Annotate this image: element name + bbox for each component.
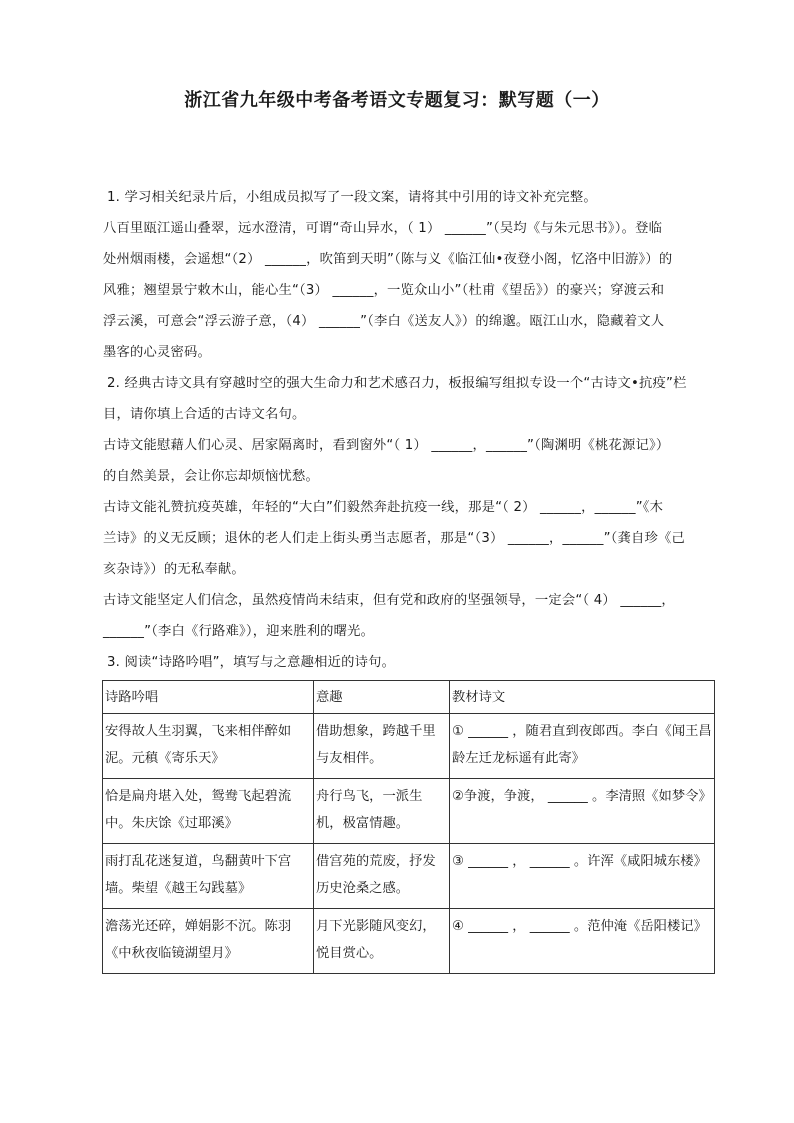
table-header-cell: 意趣 <box>314 681 450 714</box>
document-body <box>103 182 715 678</box>
table-cell: 安得故人生羽翼，飞来相伴醉如泥。元稹《寄乐天》 <box>103 714 314 779</box>
table-header-row <box>103 681 715 714</box>
question-2-head: 2. 经典古诗文具有穿越时空的强大生命力和艺术感召力，板报编写组拟专设一个“古诗文•抗疫”栏 <box>107 376 687 391</box>
question-2-head-cont: 目，请你填上合适的古诗文名句。 <box>103 407 306 422</box>
table-cell: 澹荡光还碎，婵娟影不沉。陈羽《中秋夜临镜湖望月》 <box>103 909 314 974</box>
table-cell: ②争渡，争渡， ______ 。李清照《如梦令》 <box>450 779 715 844</box>
question-2-line: ______”（李白《行路难》），迎来胜利的曙光。 <box>103 624 375 639</box>
question-1-head: 1. 学习相关纪录片后，小组成员拟写了一段文案，请将其中引用的诗文补充完整。 <box>107 190 597 205</box>
table-row <box>103 909 715 974</box>
poem-table <box>102 680 715 974</box>
question-2-line: 古诗文能坚定人们信念，虽然疫情尚未结束，但有党和政府的坚强领导，一定会“（ 4） ______， <box>103 593 675 608</box>
question-3-head: 3. 阅读“诗路吟唱”，填写与之意趣相近的诗句。 <box>107 655 396 670</box>
table-cell: 月下光影随风变幻，悦目赏心。 <box>314 909 450 974</box>
table-cell: 恰是扁舟堪入处，鸳鸯飞起碧流中。朱庆馀《过耶溪》 <box>103 779 314 844</box>
table-cell: ① ______ ，随君直到夜郎西。李白《闻王昌龄左迁龙标遥有此寄》 <box>450 714 715 779</box>
table-cell: 舟行鸟飞，一派生机，极富情趣。 <box>314 779 450 844</box>
question-2-line: 兰诗》的义无反顾；退休的老人们走上街头勇当志愿者，那是“（3） ______，______”（龚自珍《己 <box>103 531 686 546</box>
question-1-line: 处州烟雨楼，会遥想“（2） ______，吹笛到天明”（陈与义《临江仙•夜登小阁，忆洛中旧游》）的 <box>103 252 673 267</box>
question-1-line: 风雅；翘望景宁敕木山，能心生“（3） ______，一览众山小”（杜甫《望岳》）的豪兴；穿渡云和 <box>103 283 665 298</box>
page-title: 浙江省九年级中考备考语文专题复习：默写题（一） <box>184 90 610 111</box>
table-header-cell: 教材诗文 <box>450 681 715 714</box>
table-row <box>103 844 715 909</box>
question-2-line: 的自然美景，会让你忘却烦恼忧愁。 <box>103 469 319 484</box>
table-cell: 雨打乱花迷复道，鸟翻黄叶下宫墙。柴望《越王勾践墓》 <box>103 844 314 909</box>
table-cell: 借宫苑的荒废，抒发历史沧桑之感。 <box>314 844 450 909</box>
question-1-line: 墨客的心灵密码。 <box>103 345 211 360</box>
table-cell: ④ ______ ， ______ 。范仲淹《岳阳楼记》 <box>450 909 715 974</box>
table-header-cell: 诗路吟唱 <box>103 681 314 714</box>
question-1-line: 浮云溪，可意会“浮云游子意，（4） ______”（李白《送友人》）的绵邈。瓯江山水，隐藏着文人 <box>103 314 665 329</box>
question-2-line: 古诗文能礼赞抗疫英雄，年轻的“大白”们毅然奔赴抗疫一线，那是“（ 2） ______，______”《木 <box>103 500 664 515</box>
table-row <box>103 714 715 779</box>
question-1-line: 八百里瓯江遥山叠翠，远水澄清，可谓“奇山异水，（ 1） ______”（吴均《与朱元思书》）。登临 <box>103 221 663 236</box>
question-2-line: 亥杂诗》）的无私奉献。 <box>103 562 245 577</box>
table-cell: ③ ______ ， ______ 。许浑《咸阳城东楼》 <box>450 844 715 909</box>
table-row <box>103 779 715 844</box>
question-2-line: 古诗文能慰藉人们心灵、居家隔离时，看到窗外“（ 1） ______，______”（陶渊明《桃花源记》） <box>103 438 670 453</box>
table-cell: 借助想象，跨越千里与友相伴。 <box>314 714 450 779</box>
